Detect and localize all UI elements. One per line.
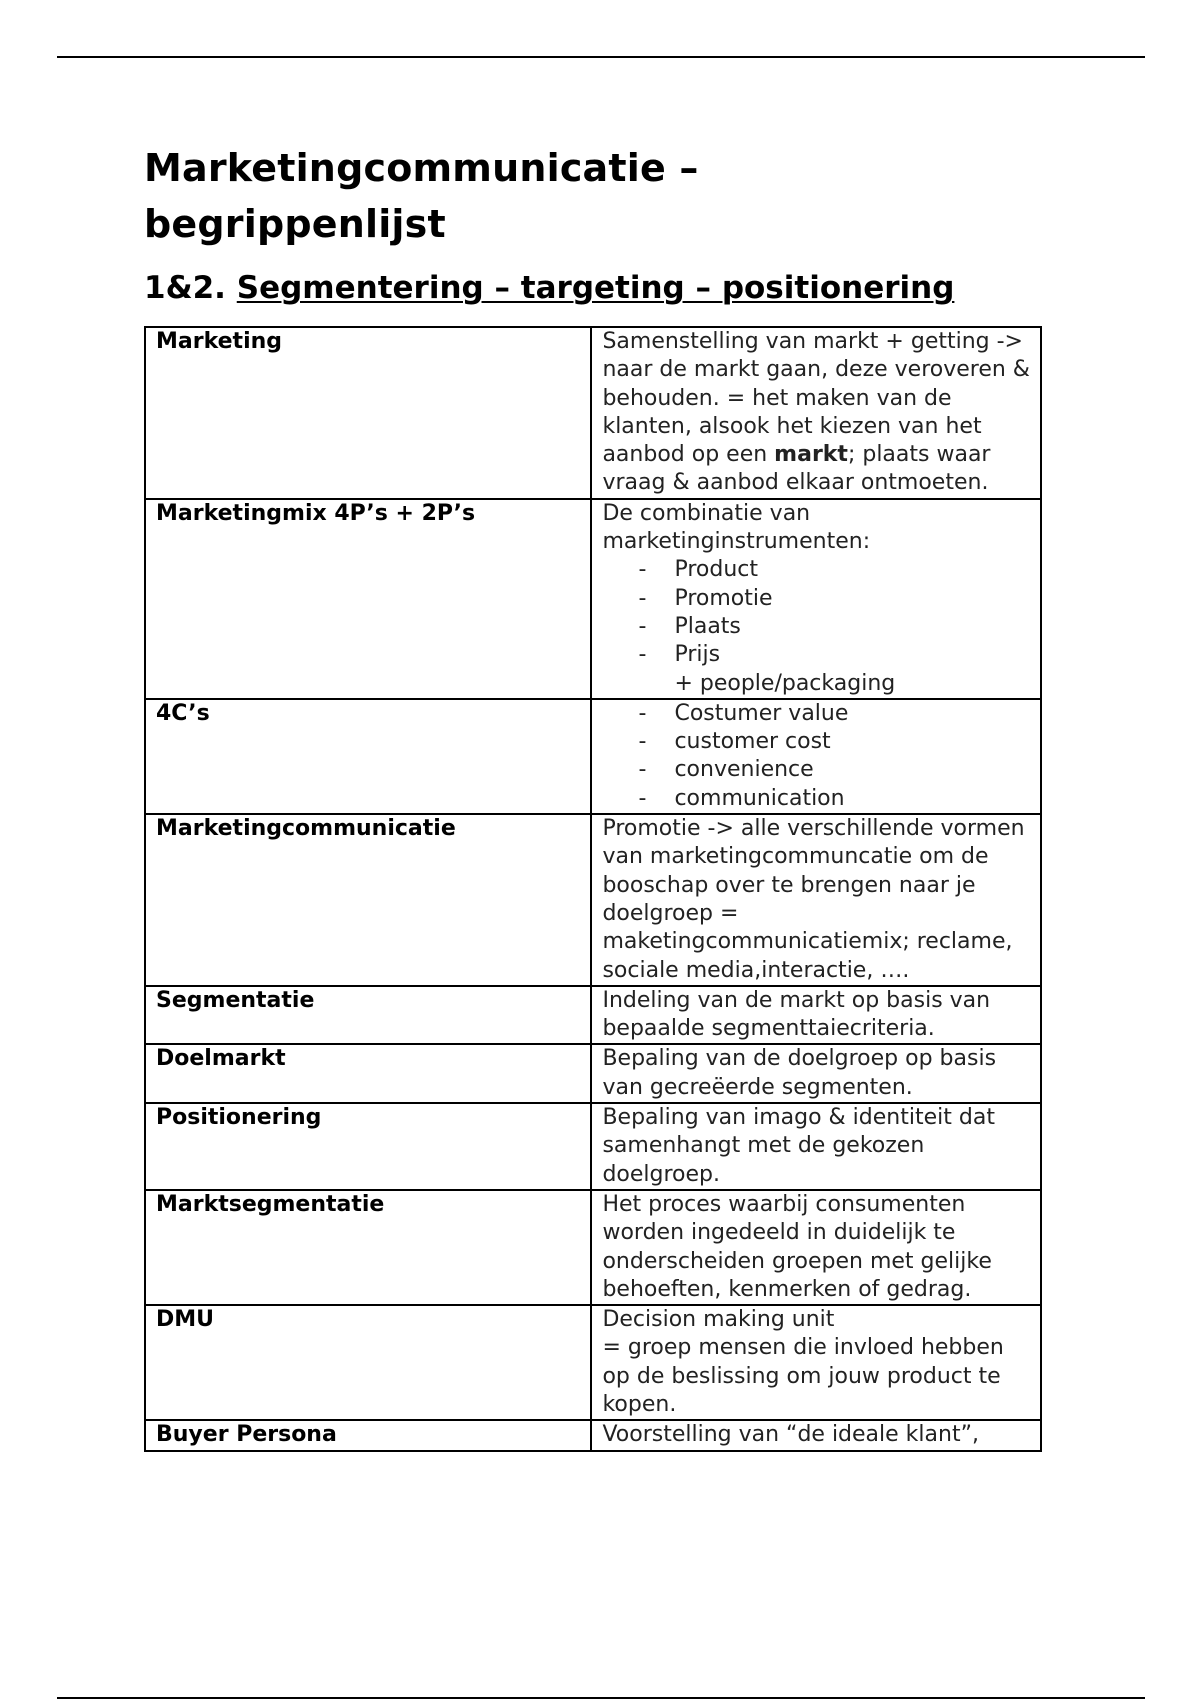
title-line-2: begrippenlijst: [144, 202, 446, 246]
definition-cell: Bepaling van de doelgroep op basis van gecreëerde segmenten.: [591, 1044, 1041, 1103]
definition-cell: Indeling van de markt op basis van bepaalde segmenttaiecriteria.: [591, 986, 1041, 1045]
document-title: [144, 140, 1044, 252]
table-row: [145, 499, 1041, 699]
definition-cell: Het proces waarbij consumenten worden ingedeeld in duidelijk te onderscheiden groepen met gelijke behoeften, kenmerken of gedrag.: [591, 1190, 1041, 1305]
list-item: - Prijs: [602, 641, 1030, 669]
list-item: - Plaats: [602, 613, 1030, 641]
term-cell: Marketingmix 4P’s + 2P’s: [145, 499, 591, 699]
table-row: [145, 699, 1041, 814]
term-cell: 4C’s: [145, 699, 591, 814]
section-number: 1&2.: [144, 270, 226, 306]
definition-list: [602, 700, 1030, 813]
definition-cell: [591, 699, 1041, 814]
definition-list: [602, 556, 1030, 669]
list-item: - Costumer value: [602, 700, 1030, 728]
definition-cell: Bepaling van imago & identiteit dat samenhangt met de gekozen doelgroep.: [591, 1103, 1041, 1190]
table-row: [145, 1305, 1041, 1420]
term-cell: Marketing: [145, 327, 591, 499]
header-rule: [57, 56, 1145, 58]
document-body: [144, 140, 1044, 1452]
table-row: [145, 986, 1041, 1045]
definition-bold-term: markt: [774, 442, 848, 468]
definition-cell: [591, 327, 1041, 499]
section-heading: [144, 268, 1044, 308]
definition-text: ; plaats waar vraag & aanbod elkaar ontmoeten.: [602, 442, 991, 496]
definition-cell: Voorstelling van “de ideale klant”,: [591, 1420, 1041, 1450]
definition-text: Decision making unit: [602, 1307, 835, 1333]
table-row: [145, 1420, 1041, 1450]
definition-cell: Promotie -> alle verschillende vormen van marketingcommuncatie om de booschap over te brengen naar je doelgroep = maketingcommunicatiemix; reclame, sociale media,interactie, ….: [591, 814, 1041, 986]
definition-cell: [591, 499, 1041, 699]
footer-rule: [57, 1697, 1145, 1699]
table-row: [145, 1190, 1041, 1305]
list-item: - customer cost: [602, 728, 1030, 756]
list-item: - communication: [602, 785, 1030, 813]
list-item: - Promotie: [602, 585, 1030, 613]
definition-cell: [591, 1305, 1041, 1420]
term-cell: Marktsegmentatie: [145, 1190, 591, 1305]
term-cell: Marketingcommunicatie: [145, 814, 591, 986]
term-cell: Positionering: [145, 1103, 591, 1190]
table-row: [145, 1103, 1041, 1190]
section-title: Segmentering – targeting – positionering: [236, 270, 955, 306]
table-row: [145, 327, 1041, 499]
table-row: [145, 1044, 1041, 1103]
glossary-table: [144, 326, 1042, 1452]
term-cell: Doelmarkt: [145, 1044, 591, 1103]
definition-text: De combinatie van marketinginstrumenten:: [602, 500, 871, 555]
term-cell: DMU: [145, 1305, 591, 1420]
definition-text: Samenstelling van markt + getting -> naar de markt gaan, deze veroveren & behouden. = het maken van de klanten, alsook het kiezen van het aanbod op een: [602, 329, 1030, 468]
list-item: - convenience: [602, 756, 1030, 784]
definition-text: = groep mensen die invloed hebben op de beslissing om jouw product te kopen.: [602, 1335, 1004, 1417]
definition-extra: + people/packaging: [674, 670, 896, 696]
title-line-1: Marketingcommunicatie –: [144, 146, 699, 190]
term-cell: Segmentatie: [145, 986, 591, 1045]
list-item: - Product: [602, 556, 1030, 584]
term-cell: Buyer Persona: [145, 1420, 591, 1450]
table-row: [145, 814, 1041, 986]
